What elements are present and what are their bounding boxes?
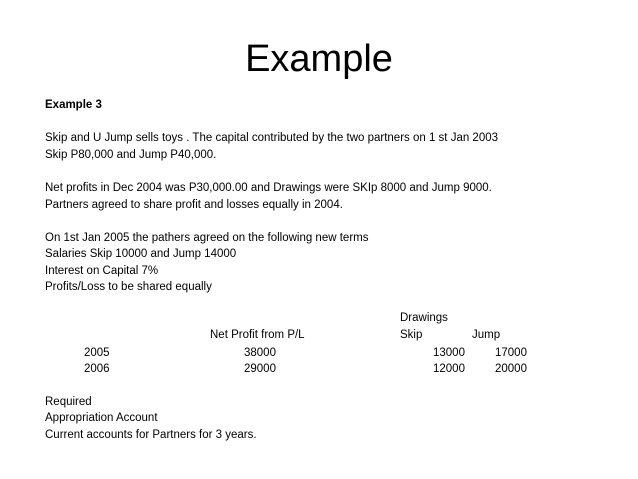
table-row-year: 2005: [84, 347, 110, 359]
para3-line1: On 1st Jan 2005 the pathers agreed on the following new terms: [45, 232, 369, 244]
para3-line2: Salaries Skip 10000 and Jump 14000: [45, 248, 237, 260]
net-profit-header: Net Profit from P/L: [210, 329, 305, 341]
table-row-net-profit: 29000: [244, 363, 276, 375]
skip-header: Skip: [400, 329, 423, 341]
required-item-current-accounts: Current accounts for Partners for 3 years.: [45, 429, 257, 441]
required-heading: Required: [45, 396, 92, 408]
example-heading: Example 3: [45, 99, 102, 111]
table-row-skip: 12000: [433, 363, 465, 375]
para3-line3: Interest on Capital 7%: [45, 265, 159, 277]
drawings-header: Drawings: [400, 312, 448, 324]
para1-line1: Skip and U Jump sells toys . The capital contributed by the two partners on 1 st Jan 2003: [45, 132, 499, 144]
para3-line4: Profits/Loss to be shared equally: [45, 281, 212, 293]
table-row-jump: 17000: [495, 347, 527, 359]
jump-header: Jump: [472, 329, 501, 341]
slide-title: Example: [245, 38, 393, 80]
table-row-year: 2006: [84, 363, 110, 375]
table-row-skip: 13000: [433, 347, 465, 359]
required-item-appropriation: Appropriation Account: [45, 412, 158, 424]
para2-line1: Net profits in Dec 2004 was P30,000.00 and Drawings were SKIp 8000 and Jump 9000.: [45, 182, 492, 194]
table-row-jump: 20000: [495, 363, 527, 375]
para2-line2: Partners agreed to share profit and losses equally in 2004.: [45, 199, 343, 211]
table-row-net-profit: 38000: [244, 347, 276, 359]
para1-line2: Skip P80,000 and Jump P40,000.: [45, 149, 217, 161]
